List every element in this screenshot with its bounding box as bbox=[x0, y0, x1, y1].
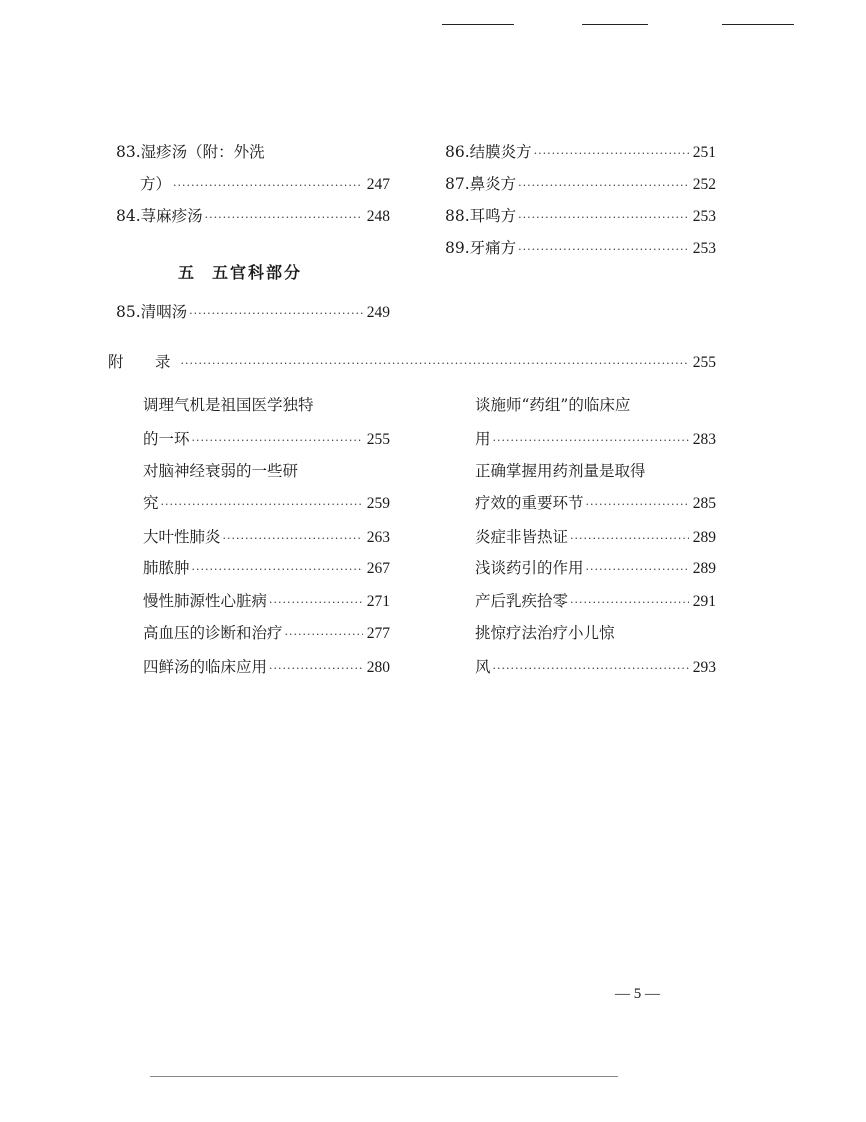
entry-title: 86.结膜炎方 bbox=[445, 143, 532, 161]
entry-title: 究 bbox=[143, 494, 159, 512]
dot-leader bbox=[586, 494, 689, 516]
toc-entry[interactable] bbox=[116, 141, 390, 163]
entry-title: 方） bbox=[140, 175, 172, 193]
page-number: 285 bbox=[692, 495, 716, 512]
dot-leader bbox=[161, 494, 363, 516]
entry-title: 85.清咽汤 bbox=[116, 303, 188, 321]
top-rule bbox=[442, 24, 514, 25]
page-number: 251 bbox=[692, 144, 716, 161]
top-rule bbox=[722, 24, 794, 25]
page-number: 253 bbox=[692, 208, 716, 225]
entry-title: 87.鼻炎方 bbox=[445, 175, 517, 193]
toc-entry[interactable] bbox=[475, 428, 716, 450]
page-number: 255 bbox=[692, 354, 716, 371]
dot-leader bbox=[181, 353, 689, 375]
section-title: 五官科部分 bbox=[212, 263, 303, 282]
section-number: 五 bbox=[178, 263, 195, 282]
page-number: 291 bbox=[692, 593, 716, 610]
toc-entry[interactable] bbox=[475, 557, 716, 579]
toc-entry[interactable] bbox=[445, 237, 716, 259]
page-number: 280 bbox=[366, 659, 390, 676]
dot-leader bbox=[493, 658, 689, 680]
dot-leader bbox=[518, 239, 689, 261]
entry-title: 风 bbox=[475, 658, 491, 676]
page-number: 289 bbox=[692, 529, 716, 546]
toc-entry[interactable] bbox=[445, 205, 716, 227]
dot-leader bbox=[570, 528, 689, 550]
dot-leader bbox=[285, 624, 363, 646]
entry-title: 大叶性肺炎 bbox=[143, 528, 221, 546]
dot-leader bbox=[189, 303, 363, 325]
bottom-rule bbox=[150, 1076, 618, 1077]
page-number: 247 bbox=[366, 176, 390, 193]
toc-entry[interactable] bbox=[143, 656, 390, 678]
toc-entry[interactable] bbox=[445, 141, 716, 163]
dot-leader bbox=[173, 175, 363, 197]
toc-entry[interactable] bbox=[475, 656, 716, 678]
entry-title: 浅谈药引的作用 bbox=[475, 559, 584, 577]
entry-title: 84.荨麻疹汤 bbox=[116, 207, 203, 225]
dot-leader bbox=[518, 175, 689, 197]
toc-entry[interactable] bbox=[475, 492, 716, 514]
entry-title: 用 bbox=[475, 430, 491, 448]
entry-title: 的一环 bbox=[143, 430, 190, 448]
dot-leader bbox=[586, 559, 689, 581]
toc-entry[interactable] bbox=[140, 173, 390, 195]
appendix-entry[interactable] bbox=[108, 351, 716, 373]
entry-title: 肺脓肿 bbox=[143, 559, 190, 577]
page-number: 277 bbox=[366, 625, 390, 642]
entry-title: 正确掌握用药剂量是取得 bbox=[475, 462, 646, 480]
page-number: 255 bbox=[366, 431, 390, 448]
page-number: 293 bbox=[692, 659, 716, 676]
entry-title: 高血压的诊断和治疗 bbox=[143, 624, 283, 642]
dot-leader bbox=[205, 207, 363, 229]
toc-entry[interactable] bbox=[475, 460, 716, 482]
toc-entry[interactable] bbox=[143, 460, 390, 482]
entry-title: 挑惊疗法治疗小儿惊 bbox=[475, 624, 615, 642]
entry-title: 疗效的重要环节 bbox=[475, 494, 584, 512]
entry-title: 慢性肺源性心脏病 bbox=[143, 592, 268, 610]
toc-entry[interactable] bbox=[143, 492, 390, 514]
dot-leader bbox=[269, 592, 363, 614]
dot-leader bbox=[192, 430, 363, 452]
page-number: 249 bbox=[366, 304, 390, 321]
entry-title: 调理气机是祖国医学独特 bbox=[143, 396, 314, 414]
page-number: 263 bbox=[366, 529, 390, 546]
dot-leader bbox=[269, 658, 363, 680]
entry-title: 四鲜汤的临床应用 bbox=[143, 658, 268, 676]
page-number: 283 bbox=[692, 431, 716, 448]
dot-leader bbox=[518, 207, 689, 229]
page-number: 253 bbox=[692, 240, 716, 257]
top-rule bbox=[582, 24, 648, 25]
dot-leader bbox=[192, 559, 363, 581]
page-number: 252 bbox=[692, 176, 716, 193]
dot-leader bbox=[223, 528, 363, 550]
toc-entry[interactable] bbox=[445, 173, 716, 195]
page-number: 259 bbox=[366, 495, 390, 512]
entry-title: 88.耳鸣方 bbox=[445, 207, 517, 225]
page-number: 267 bbox=[366, 560, 390, 577]
toc-entry[interactable] bbox=[475, 526, 716, 548]
dot-leader bbox=[493, 430, 689, 452]
dot-leader bbox=[534, 143, 689, 165]
page-number: 289 bbox=[692, 560, 716, 577]
page-folio: — 5 — bbox=[615, 986, 660, 1002]
entry-title: 对脑神经衰弱的一些研 bbox=[143, 462, 299, 480]
toc-entry[interactable] bbox=[475, 622, 716, 644]
toc-entry[interactable] bbox=[475, 394, 716, 416]
toc-entry[interactable] bbox=[143, 394, 390, 416]
page-number: 271 bbox=[366, 593, 390, 610]
toc-entry[interactable] bbox=[116, 301, 390, 323]
toc-entry[interactable] bbox=[143, 526, 390, 548]
entry-title: 89.牙痛方 bbox=[445, 239, 517, 257]
entry-title: 产后乳疾拾零 bbox=[475, 592, 569, 610]
dot-leader bbox=[570, 592, 689, 614]
toc-entry[interactable] bbox=[143, 590, 390, 612]
toc-entry[interactable] bbox=[143, 557, 390, 579]
appendix-label: 附 录 bbox=[108, 353, 179, 371]
toc-entry[interactable] bbox=[475, 590, 716, 612]
toc-entry[interactable] bbox=[116, 205, 390, 227]
toc-entry[interactable] bbox=[143, 428, 390, 450]
entry-title: 炎症非皆热证 bbox=[475, 528, 569, 546]
toc-entry[interactable] bbox=[143, 622, 390, 644]
page-number: 248 bbox=[366, 208, 390, 225]
entry-title: 谈施师“药组”的临床应 bbox=[475, 396, 631, 414]
entry-title: 83.湿疹汤（附：外洗 bbox=[116, 143, 265, 161]
